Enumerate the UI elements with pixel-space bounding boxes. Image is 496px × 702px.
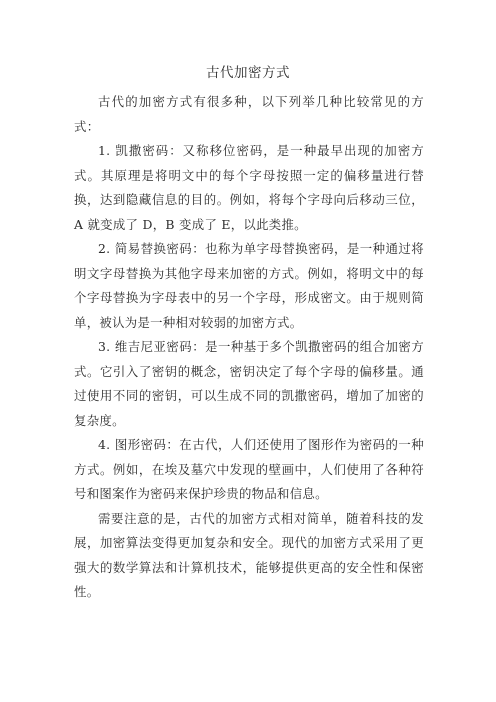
document-title: 古代加密方式 — [206, 65, 290, 81]
paragraph-vigenere-cipher: 3. 维吉尼亚密码：是一种基于多个凯撒密码的组合加密方式。它引入了密钥的概念，密钥决定了每个字母的偏移量。通过使用不同的密钥，可以生成不同的凯撒密码，增加了加密的复杂度。 — [74, 339, 424, 428]
document-body — [74, 90, 424, 605]
paragraph-graphic-cipher: 4. 图形密码：在古代，人们还使用了图形作为密码的一种方式。例如，在埃及墓穴中发现的壁画中，人们使用了各种符号和图案作为密码来保护珍贵的物品和信息。 — [74, 437, 424, 501]
paragraph-intro: 古代的加密方式有很多种，以下列举几种比较常见的方式： — [74, 94, 424, 134]
paragraph-caesar-cipher: 1. 凯撒密码：又称移位密码，是一种最早出现的加密方式。其原理是将明文中的每个字母按照一定的偏移量进行替换，达到隐藏信息的目的。例如，将每个字母向后移动三位，A 就变成了 D，B 变成了 E，以此类推。 — [74, 143, 424, 232]
paragraph-substitution-cipher: 2. 简易替换密码：也称为单字母替换密码，是一种通过将明文字母替换为其他字母来加密的方式。例如，将明文中的每个字母替换为字母表中的另一个字母，形成密文。由于规则简单，被认为是一种相对较弱的加密方式。 — [74, 241, 424, 330]
paragraph-conclusion: 需要注意的是，古代的加密方式相对简单，随着科技的发展，加密算法变得更加复杂和安全。现代的加密方式采用了更强大的数学算法和计算机技术，能够提供更高的安全性和保密性。 — [74, 510, 424, 599]
